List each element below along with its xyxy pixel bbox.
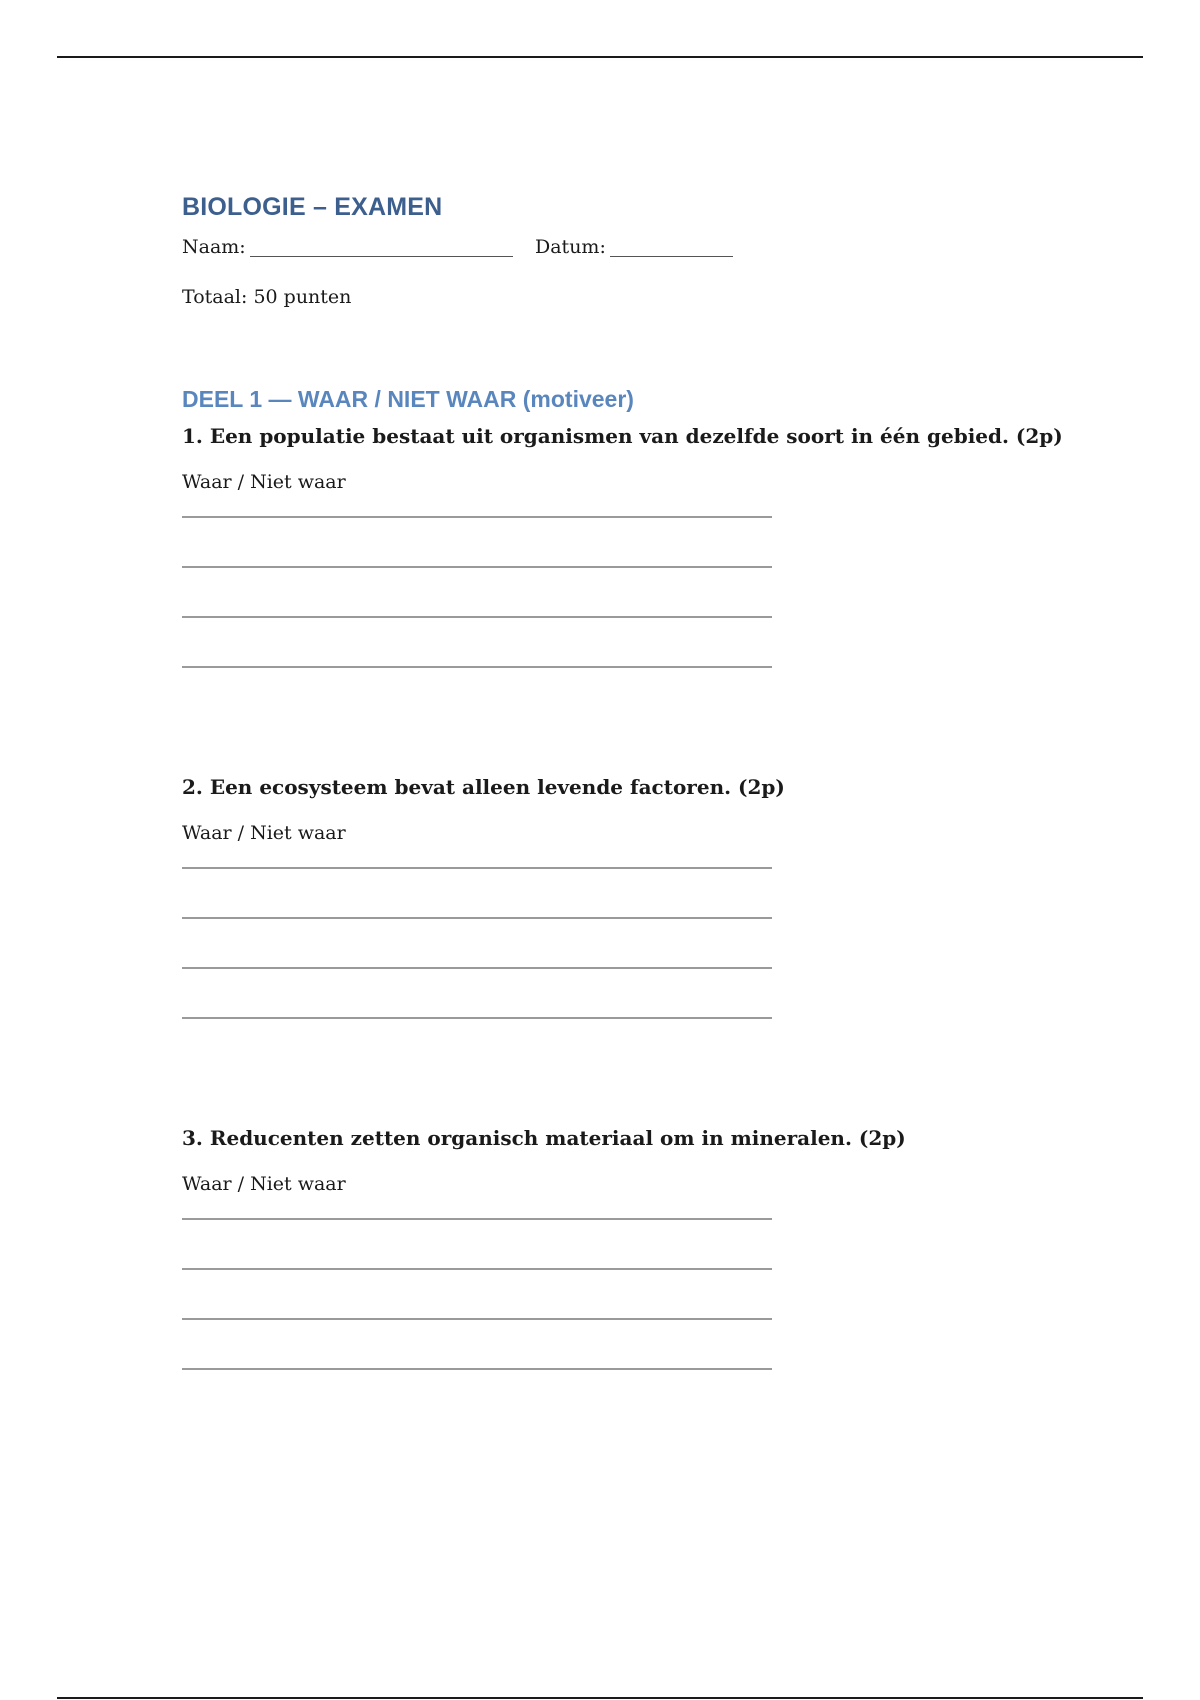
true-false-choice[interactable]: Waar / Niet waar: [182, 1173, 346, 1195]
answer-lines[interactable]: [182, 516, 1063, 668]
date-blank[interactable]: [610, 256, 733, 257]
answer-line[interactable]: [182, 616, 772, 618]
header-rule: [57, 56, 1143, 58]
question-text: 2. Een ecosysteem bevat alleen levende factoren. (2p): [182, 775, 785, 799]
date-field[interactable]: [535, 236, 733, 258]
question-3: [182, 1124, 906, 1418]
name-field[interactable]: [182, 236, 513, 258]
question-2: [182, 773, 785, 1067]
answer-line[interactable]: [182, 1368, 772, 1370]
date-label: Datum:: [535, 236, 606, 258]
answer-line[interactable]: [182, 1268, 772, 1270]
answer-lines[interactable]: [182, 1218, 906, 1370]
answer-line[interactable]: [182, 666, 772, 668]
footer-rule: [57, 1697, 1143, 1699]
question-text: 3. Reducenten zetten organisch materiaal om in mineralen. (2p): [182, 1126, 906, 1150]
answer-lines[interactable]: [182, 867, 785, 1019]
name-blank[interactable]: [250, 256, 513, 257]
true-false-choice[interactable]: Waar / Niet waar: [182, 822, 346, 844]
answer-line[interactable]: [182, 566, 772, 568]
page-title: BIOLOGIE – EXAMEN: [182, 193, 443, 221]
answer-line[interactable]: [182, 516, 772, 518]
true-false-choice[interactable]: Waar / Niet waar: [182, 471, 346, 493]
question-1: [182, 422, 1063, 716]
name-label: Naam:: [182, 236, 246, 258]
answer-line[interactable]: [182, 967, 772, 969]
answer-line[interactable]: [182, 867, 772, 869]
answer-line[interactable]: [182, 1318, 772, 1320]
question-text: 1. Een populatie bestaat uit organismen van dezelfde soort in één gebied. (2p): [182, 424, 1063, 448]
answer-line[interactable]: [182, 917, 772, 919]
section-heading: DEEL 1 — WAAR / NIET WAAR (motiveer): [182, 386, 634, 412]
answer-line[interactable]: [182, 1017, 772, 1019]
answer-line[interactable]: [182, 1218, 772, 1220]
total-points: Totaal: 50 punten: [182, 286, 352, 308]
